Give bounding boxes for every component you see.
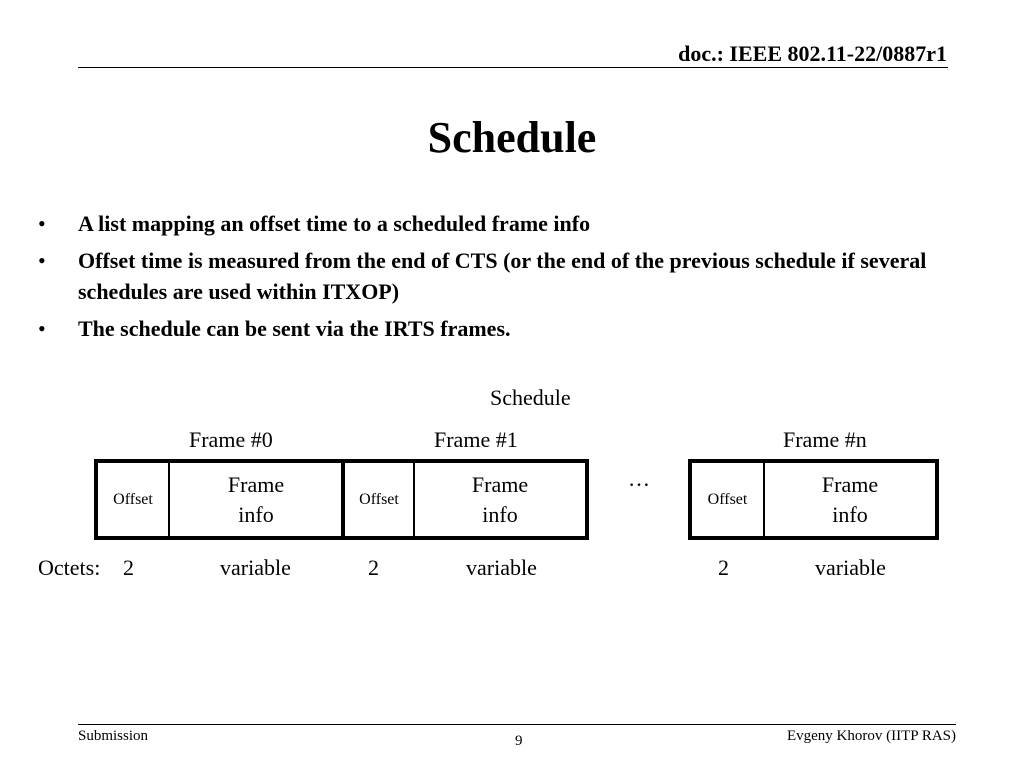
octets-value: variable <box>220 555 291 580</box>
bullet-list <box>38 208 978 350</box>
bullet-item <box>38 245 978 307</box>
octets-value: variable <box>466 555 537 580</box>
frame-info-field <box>415 463 585 536</box>
footer-author: Evgeny Khorov (IITP RAS) <box>786 728 956 744</box>
document-id: doc.: IEEE 802.11-22/0887r1 <box>678 41 947 66</box>
bullet-marker: • <box>38 211 46 236</box>
frame-label: Frame #1 <box>434 427 518 452</box>
frame-label: Frame #n <box>783 427 867 452</box>
octets-value: variable <box>815 555 886 580</box>
frame-info-line: info <box>482 501 518 527</box>
offset-field: Offset <box>359 490 399 508</box>
offset-field: Offset <box>707 490 748 508</box>
ellipsis: … <box>628 466 650 491</box>
bullet-text: Offset time is measured from the end of CTS (or the end of the previous schedule if several schedules are used within ITXOP) <box>78 248 927 304</box>
frame-info-line: info <box>238 501 274 527</box>
frame-info-line: Frame <box>821 471 879 497</box>
frame-info-line: Frame <box>227 471 285 497</box>
page-number: 9 <box>515 733 523 749</box>
header-divider <box>78 67 948 68</box>
frame-info-line: Frame <box>471 471 529 497</box>
slide-title: Schedule <box>427 113 597 162</box>
bullet-item <box>38 208 978 239</box>
frame-info-field <box>765 463 935 536</box>
bullet-marker: • <box>38 248 46 273</box>
octets-value: 2 <box>368 555 379 580</box>
schedule-fields-box <box>94 459 589 540</box>
frame-label: Frame #0 <box>189 427 273 452</box>
octets-value: 2 <box>718 555 729 580</box>
bullet-item <box>38 313 978 344</box>
offset-field: Offset <box>113 490 153 508</box>
bullet-text: The schedule can be sent via the IRTS frames. <box>78 316 511 341</box>
bullet-marker: • <box>38 316 46 341</box>
octets-label: Octets: <box>38 555 101 580</box>
diagram-caption: Schedule <box>490 385 571 410</box>
footer-divider <box>78 724 956 725</box>
schedule-fields-box <box>688 459 939 540</box>
octets-value: 2 <box>123 555 134 580</box>
footer-submission: Submission <box>78 728 149 744</box>
frame-info-field <box>170 463 342 536</box>
bullet-text: A list mapping an offset time to a scheduled frame info <box>78 211 591 236</box>
frame-info-line: info <box>832 501 868 527</box>
